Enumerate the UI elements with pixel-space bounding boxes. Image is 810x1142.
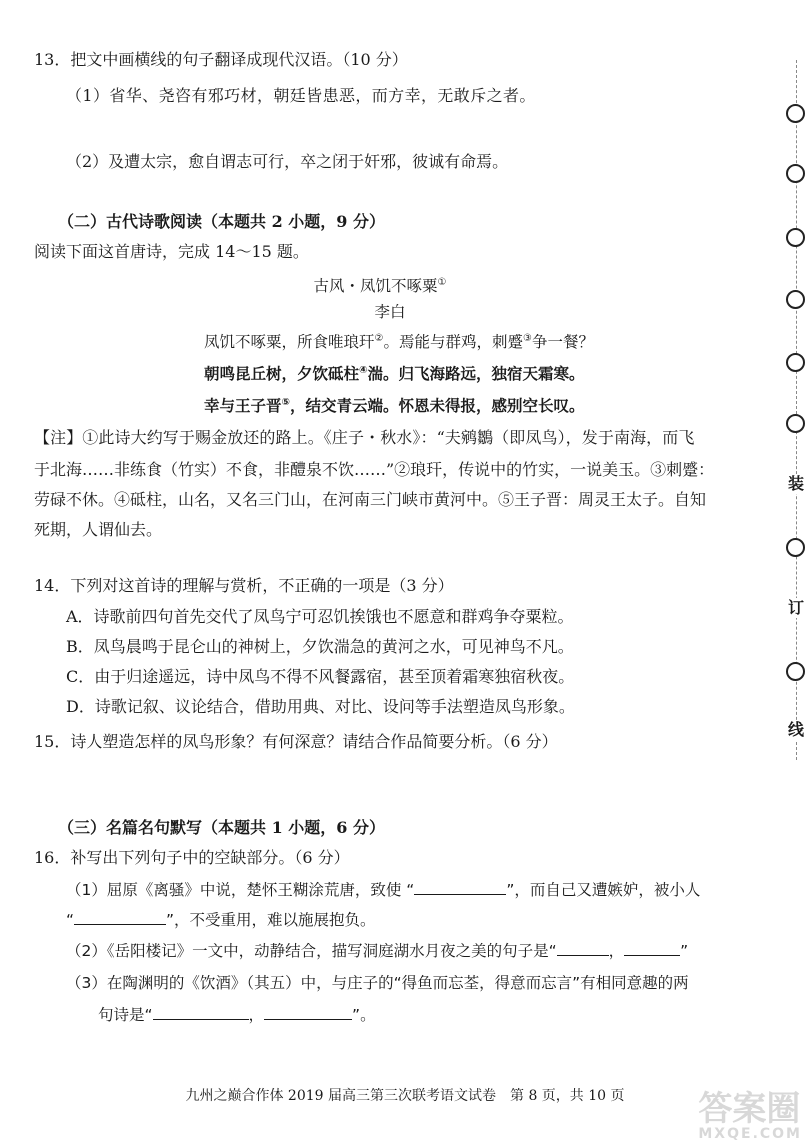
binding-char-ding: 订 bbox=[788, 598, 805, 617]
q16-sentence-3: （3）在陶渊明的《饮酒》（其五）中，与庄子的“得鱼而忘荃，得意而忘言”有相同意趣的两 bbox=[66, 974, 689, 992]
q15-title: 15．诗人塑造怎样的凤鸟形象？有何深意？请结合作品简要分析。（6 分） bbox=[34, 732, 558, 751]
poem-line-3: 幸与王子晋⑤，结交青云端。怀恩未得报，感别空长叹。 bbox=[204, 396, 585, 415]
q16-sentence-1: （1）屈原《离骚》中说，楚怀王糊涂荒唐，致使 “ ”，而自己又遭嫉妒，被小人 bbox=[66, 881, 701, 899]
section2-intro: 阅读下面这首唐诗，完成 14～15 题。 bbox=[34, 242, 309, 261]
q14-option-a: A．诗歌前四句首先交代了凤鸟宁可忍饥挨饿也不愿意和群鸡争夺粟粒。 bbox=[66, 607, 574, 626]
binding-hole bbox=[786, 164, 805, 183]
poem-author: 李白 bbox=[374, 303, 406, 321]
binding-hole bbox=[786, 353, 805, 372]
q16-sentence-3-cont: 句诗是“ ， ”。 bbox=[98, 1006, 376, 1024]
q14-option-c: C．由于归途遥远，诗中凤鸟不得不风餐露宿，甚至顶着霜寒独宿秋夜。 bbox=[66, 667, 575, 686]
answer-blank[interactable] bbox=[74, 910, 166, 925]
section2-header: （二）古代诗歌阅读（本题共 2 小题，9 分） bbox=[58, 212, 385, 231]
notes-line-2: 于北海……非练食（竹实）不食，非醴泉不饮……”②琅玕，传说中的竹实，一说美玉。③刺蹙： bbox=[34, 460, 715, 479]
q13-sentence-1: （1）省华、尧咨有邪巧材，朝廷皆患恶，而方幸，无敢斥之者。 bbox=[66, 86, 536, 105]
binding-hole bbox=[786, 290, 805, 309]
binding-char-zhuang: 装 bbox=[788, 474, 805, 493]
answer-blank[interactable] bbox=[557, 941, 609, 956]
binding-char-xian: 线 bbox=[788, 720, 805, 739]
answer-blank[interactable] bbox=[624, 941, 680, 956]
q16-title: 16．补写出下列句子中的空缺部分。（6 分） bbox=[34, 848, 350, 867]
binding-hole bbox=[786, 538, 805, 557]
q13-sentence-2: （2）及遭太宗，愈自谓志可行，卒之闭于奸邪，彼诚有命焉。 bbox=[66, 152, 509, 171]
poem-line-1: 凤饥不啄粟，所食唯琅玕②。焉能与群鸡，刺蹙③争一餐？ bbox=[204, 332, 594, 351]
binding-hole bbox=[786, 228, 805, 247]
q16-sentence-1-cont: “ ”，不受重用，难以施展抱负。 bbox=[66, 911, 376, 929]
q16-sentence-2: （2）《岳阳楼记》一文中，动静结合，描写洞庭湖水月夜之美的句子是“ ， ” bbox=[66, 942, 689, 960]
notes-line-1: 【注】①此诗大约写于赐金放还的路上。《庄子・秋水》：“夫鹓鶵（即凤鸟），发于南海，而飞 bbox=[34, 428, 695, 447]
q14-title: 14．下列对这首诗的理解与赏析，不正确的一项是（3 分） bbox=[34, 576, 454, 595]
q14-option-d: D．诗歌记叙、议论结合，借助用典、对比、设问等手法塑造凤鸟形象。 bbox=[66, 697, 575, 716]
q14-option-b: B．凤鸟晨鸣于昆仑山的神树上，夕饮湍急的黄河之水，可见神鸟不凡。 bbox=[66, 637, 574, 656]
watermark-logo: 答案圈 MXQE.COM bbox=[698, 1089, 802, 1142]
answer-blank[interactable] bbox=[153, 1005, 249, 1020]
section3-header: （三）名篇名句默写（本题共 1 小题，6 分） bbox=[58, 818, 385, 837]
q13-title: 13．把文中画横线的句子翻译成现代汉语。（10 分） bbox=[34, 50, 408, 69]
notes-line-4: 死期，人谓仙去。 bbox=[34, 520, 163, 539]
poem-line-2: 朝鸣昆丘树，夕饮砥柱④湍。归飞海路远，独宿天霜寒。 bbox=[204, 364, 585, 383]
poem-title: 古风・凤饥不啄粟① bbox=[313, 276, 447, 295]
binding-hole bbox=[786, 104, 805, 123]
binding-hole bbox=[786, 414, 805, 433]
page-footer: 九州之巅合作体 2019 届高三第三次联考语文试卷 第 8 页，共 10 页 bbox=[185, 1088, 625, 1104]
notes-line-3: 劳碌不休。④砥柱，山名，又名三门山，在河南三门峡市黄河中。⑤王子晋：周灵王太子。自知 bbox=[34, 490, 707, 509]
answer-blank[interactable] bbox=[414, 880, 506, 895]
binding-hole bbox=[786, 662, 805, 681]
answer-blank[interactable] bbox=[264, 1005, 352, 1020]
